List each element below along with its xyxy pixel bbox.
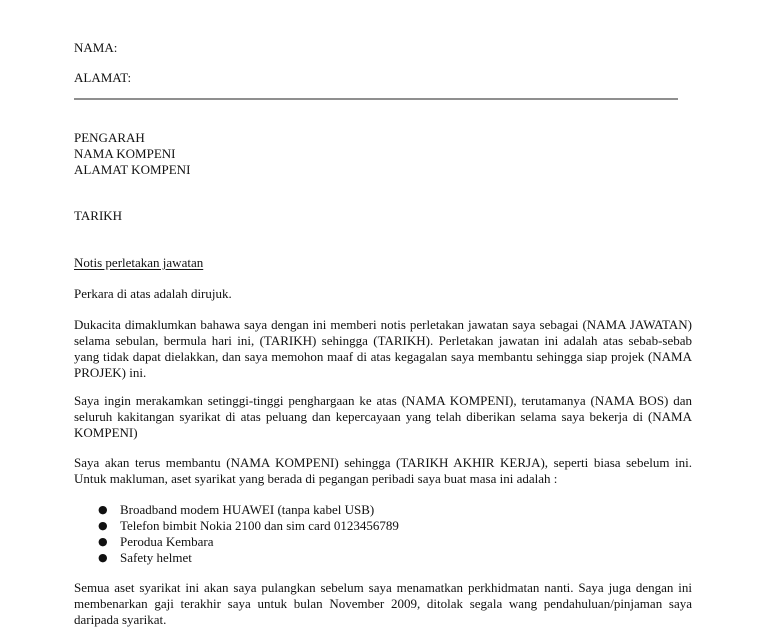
paragraph-appreciation: Saya ingin merakamkan setinggi-tinggi penghargaan ke atas (NAMA KOMPENI), terutamanya (NAMA BOS) dan seluruh kakitangan syarikat di atas peluang dan kepercayaan yang telah diberikan selama saya bekerja di (NAMA KOMPENI) <box>74 393 692 440</box>
recipient-title: PENGARAH <box>74 130 145 145</box>
paragraph-closing: Semua aset syarikat ini akan saya pulangkan sebelum saya menamatkan perkhidmatan nanti. Saya juga dengan ini membenarkan gaji terakhir saya untuk bulan November 2009, ditolak segala wang pendahuluan/pinjaman saya daripada syarikat. <box>74 580 692 627</box>
paragraph-reference: Perkara di atas adalah dirujuk. <box>74 286 232 301</box>
letter-subject: Notis perletakan jawatan <box>74 255 204 270</box>
bullet-icon: ● <box>98 503 108 516</box>
asset-item-text: Safety helmet <box>120 550 192 565</box>
asset-list <box>74 502 594 566</box>
asset-item-text: Perodua Kembara <box>120 534 214 549</box>
list-item <box>74 518 594 534</box>
asset-item-text: Telefon bimbit Nokia 2100 dan sim card 0123456789 <box>120 518 399 533</box>
bullet-icon: ● <box>98 535 108 548</box>
list-item <box>74 502 594 518</box>
list-item <box>74 550 594 566</box>
header-divider <box>74 98 678 100</box>
asset-item-text: Broadband modem HUAWEI (tanpa kabel USB) <box>120 502 375 517</box>
letter-date: TARIKH <box>74 208 123 223</box>
paragraph-assets-intro: Saya akan terus membantu (NAMA KOMPENI) sehingga (TARIKH AKHIR KERJA), seperti biasa sebelum ini. Untuk makluman, aset syarikat yang berada di pegangan peribadi saya buat masa ini adalah : <box>74 455 692 486</box>
bullet-icon: ● <box>98 519 108 532</box>
recipient-company-address: ALAMAT KOMPENI <box>74 162 191 177</box>
recipient-block <box>74 130 190 178</box>
recipient-company-name: NAMA KOMPENI <box>74 146 176 161</box>
paragraph-notice: Dukacita dimaklumkan bahawa saya dengan ini memberi notis perletakan jawatan saya sebagai (NAMA JAWATAN) selama sebulan, bermula hari ini, (TARIKH) sehingga (TARIKH). Perletakan jawatan ini adalah atas sebab-sebab yang tidak dapat dielakkan, dan saya memohon maaf di atas kegagalan saya membantu sehingga siap projek (NAMA PROJEK) ini. <box>74 317 692 380</box>
sender-name-label: NAMA: <box>74 40 118 55</box>
bullet-icon: ● <box>98 551 108 564</box>
sender-address-label: ALAMAT: <box>74 70 132 85</box>
list-item <box>74 534 594 550</box>
